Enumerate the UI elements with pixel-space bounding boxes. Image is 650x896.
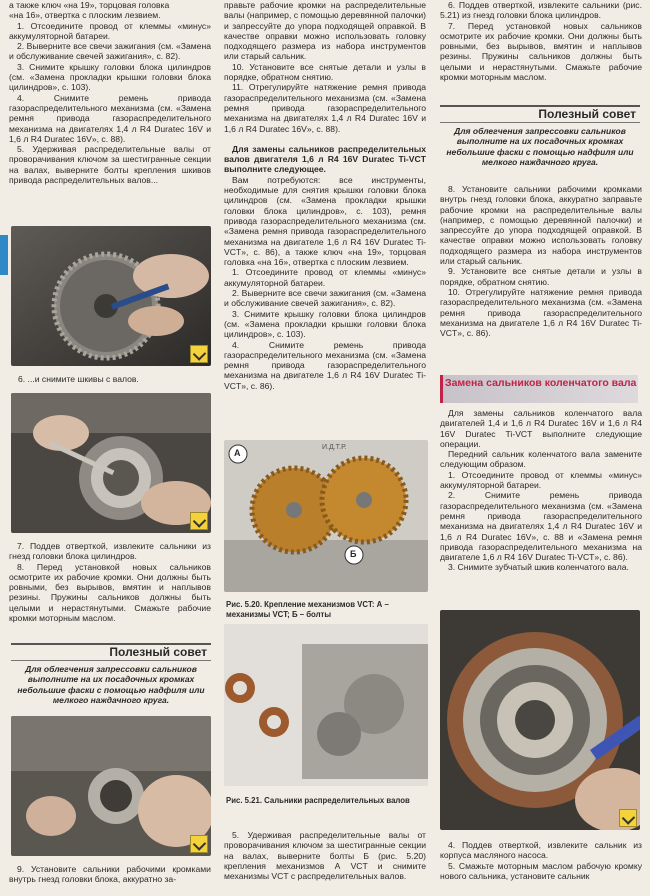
column-2-bottom <box>224 830 426 881</box>
section-title: Замена сальников коленчатого вала <box>445 377 637 389</box>
col3-bottom-1: 5. Смажьте моторным маслом рабочую кромку нового сальника, установите сальник <box>440 860 642 881</box>
col1-para-2: 2. Выверните все свечи зажигания (см. «Замена и обслуживание свечей зажигания», с. 82). <box>9 41 211 62</box>
col1-para-1: 1. Отсоедините провод от клеммы «минус» аккумуляторной батареи. <box>9 20 211 41</box>
column-1-mid <box>9 541 211 623</box>
col1-mid-1: 8. Перед установкой новых сальников осмотрите их рабочие кромки. Они должны быть ровными, без вырывов, вмятин и наплывов резины. Пружины сальников должны быть целыми и нерастянутыми. Смажьте рабочие кромки моторным маслом. <box>9 561 211 624</box>
col2-step-1: 1. Отсоедините провод от клеммы «минус» аккумуляторной батареи. <box>224 267 426 288</box>
tool-badge-icon <box>190 512 208 530</box>
section-heading <box>440 375 638 403</box>
col2-para-0: правьте рабочие кромки на распределительные валы (например, с помощью деревянной палочки) и запрессуйте до упора подходящей оправкой. В качестве оправки можно использовать головку подходящего размера из набора инструментов или старый сальник. <box>224 0 426 62</box>
figure-brand: И.Д.Т.Р. <box>322 444 347 451</box>
tip-title: Полезный совет <box>440 105 640 123</box>
figure-5-20 <box>224 440 428 592</box>
col3-step-2: 2. Снимите ремень привода газораспределительного механизма (см. «Замена ремня привода газораспределительного механизма на двигателях 1,4 л R4 Duratec 16V и 1,6 л R4 Duratec 16V», с. 88 и «Замена ремня привода газораспределительного механизма на двигателе 1,6 л R4 16V Duratec Ti-VCT», с. 86). <box>440 490 642 563</box>
col1-bottom: 9. Установите сальники рабочими кромками внутрь гнезд головки блока, аккуратно за- <box>9 864 211 885</box>
tool-badge-icon <box>190 835 208 853</box>
col2-step-4: 4. Снимите ремень привода газораспределительного механизма (см. «Замена ремня привода газораспределительного механизма на двигателе 1,6 л R4 16V Duratec Ti-VCT», с. 86). <box>224 339 426 391</box>
figure-5-21 <box>224 624 428 786</box>
col3-mid-1: 9. Установите все снятые детали и узлы в порядке, обратном снятию. <box>440 266 642 287</box>
photo-remove-seal <box>11 393 211 533</box>
figure-caption-5-20: Рис. 5.20. Крепление механизмов VCT: А – механизмы VCT; Б – болты <box>226 600 389 619</box>
col2-step-2: 2. Выверните все свечи зажигания (см. «Замена и обслуживание свечей зажигания», с. 82). <box>224 288 426 309</box>
col3-intro: Для замены сальников коленчатого вала двигателей 1,4 и 1,6 л R4 Duratec 16V и 1,6 л R4 16V Duratec Ti-VCT выполните следующие операции. <box>440 408 642 449</box>
figure-label-a: А <box>234 448 241 458</box>
col1-mid-0: 7. Поддев отверткой, извлеките сальники из гнезд головки блока цилиндров. <box>9 541 211 562</box>
col3-bottom-0: 4. Поддев отверткой, извлеките сальник из корпуса масляного насоса. <box>440 840 642 861</box>
column-3-bottom <box>440 840 642 881</box>
col2-intro: Для замены сальников распределительных валов двигателя 1,6 л R4 16V Duratec Ti-VCT выполните следующее. <box>224 143 426 175</box>
tip-title: Полезный совет <box>11 643 211 661</box>
col1-para-5: 5. Удерживая распределительные валы от проворачивания ключом за шестигранные секции на валах, выверните болты крепления шкивов привода распределительных валов... <box>9 144 211 186</box>
tip-text: Для облегчения запрессовки сальников выполните на их посадочных кромках небольшие фаски с помощью надфиля или мелкого наждачного круга. <box>17 664 205 705</box>
col2-bottom: 5. Удерживая распределительные валы от проворачивания ключом за шестигранные секции на валах, выверните болты Б (рис. 5.20) крепления механизмов А VCT и снимите механизмы VCT с распределительных валов. <box>224 830 426 882</box>
tool-badge-icon <box>190 345 208 363</box>
col3-mid-0: 8. Установите сальники рабочими кромками внутрь гнезд головки блока, аккуратно заправьте рабочие кромки на распределительные валы (например, с помощью деревянной палочки) и запрессуйте до упора подходящей оправкой. В качестве оправки можно использовать головку подходящего размера из набора инструментов или старый сальник. <box>440 184 642 267</box>
figure-caption-5-21: Рис. 5.21. Сальники распределительных валов <box>226 796 410 805</box>
photo-install-seal <box>11 716 211 856</box>
photo-caption-6: 6. ...и снимите шкивы с валов. <box>18 374 139 384</box>
tool-badge-icon <box>619 809 637 827</box>
col1-para-0: «на 16», отвертка с плоским лезвием. <box>9 10 161 21</box>
tip-text: Для облегчения запрессовки сальников выполните на их посадочных кромках небольшие фаски с помощью надфиля или мелкого наждачного круга. <box>446 126 634 167</box>
column-1 <box>9 0 211 185</box>
figure-label-b: Б <box>350 549 357 559</box>
column-1-bottom <box>9 864 211 885</box>
column-3-section <box>440 408 642 573</box>
tip-box-2 <box>440 105 640 167</box>
col3-front: Передний сальник коленчатого вала замените следующим образом. <box>440 449 642 470</box>
col2-para-2: 11. Отрегулируйте натяжение ремня привода газораспределительного механизма (см. «Замена ремня привода газораспределительного механизма на двигателях 1,4 л R4 Duratec 16V и 1,6 л R4 Duratec 16V», с. 88). <box>224 82 426 134</box>
col3-para-1: 7. Перед установкой новых сальников осмотрите их рабочие кромки. Они должны быть ровными, без вырывов, вмятин и наплывов резины. Пружины сальников должны быть целыми и нерастянутыми. Смажьте рабочие кромки моторным маслом. <box>440 20 642 83</box>
chapter-tab <box>0 235 8 275</box>
column-3 <box>440 0 642 82</box>
photo-crankshaft-seal <box>440 610 640 830</box>
col1-para-3: 3. Снимите крышку головки блока цилиндров (см. «Замена прокладки крышки головки блока цилиндров», с. 103). <box>9 61 211 93</box>
column-3-mid <box>440 184 642 338</box>
col3-step-3: 3. Снимите зубчатый шкив коленчатого вала. <box>448 562 629 573</box>
col3-step-1: 1. Отсоедините провод от клеммы «минус» аккумуляторной батареи. <box>440 469 642 491</box>
col1-para-4: 4. Снимите ремень привода газораспределительного механизма (см. «Замена ремня привода газораспределительного механизма на двигателях 1,4 л R4 Duratec 16V и 1,6 л R4 Duratec 16V», с. 88). <box>9 92 211 144</box>
col3-mid-2: 10. Отрегулируйте натяжение ремня привода газораспределительного механизма (см. «Замена ремня привода газораспределительного механизма на двигателе 1,6 л R4 16V Duratec Ti-VCT», с. 86). <box>440 286 642 339</box>
col3-para-0: 6. Поддев отверткой, извлеките сальники (рис. 5.21) из гнезд головки блока цилиндров. <box>440 0 642 21</box>
col2-step-3: 3. Снимите крышку головки блока цилиндров (см. «Замена прокладки крышки головки блока цилиндров», с. 103). <box>224 308 426 340</box>
photo-camshaft-pulley <box>11 226 211 366</box>
col2-para-1: 10. Установите все снятые детали и узлы в порядке, обратном снятию. <box>224 61 426 83</box>
column-2 <box>224 0 426 391</box>
tip-box-1 <box>11 643 211 705</box>
col2-tools: Вам потребуются: все инструменты, необходимые для снятия крышки головки блока цилиндров (см. «Замена прокладки крышки головки блока цилиндров», с. 103), ремня привода газораспределительного механизма (см. «Замена ремня привода газораспределительного механизма на двигателе 1,6 л R4 16V Duratec Ti-VCT», с. 86), а также ключ «на 19», торцовая головка «на 16», отвертка с плоским лезвием. <box>224 174 426 268</box>
col1-fragment: а также ключ «на 19», торцовая головка <box>9 0 170 10</box>
